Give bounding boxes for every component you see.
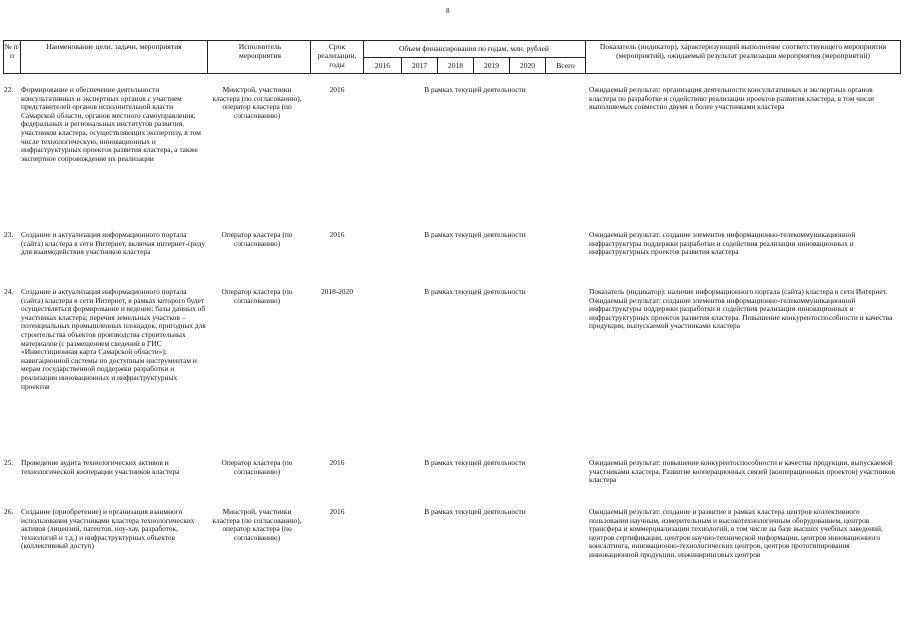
years-top-line (363, 57, 585, 58)
row-name: Формирование и обеспечение деятельности консультативных и экспертных органов с участием представителей органов исполнительной власти Самарской области, органов местного самоуправления, федеральных и региональных институтов развития, участников кластера, осуществляющих экспертизу, в том числе технологическую, инновационных и инфраструктурных проектов развития кластера, а также экспертное сопровождение их реализации (21, 85, 201, 163)
row-term: 2016 (329, 458, 345, 467)
row-name: Создание и актуализация информационного портала (сайта) кластера в сети Интернет, в рамках которого будет осуществляться формирование и ведение: базы данных об участниках кластера; перечня земельных участков – потенциальных промышленных площадок, пригодных для строительства объектов производства строительных материалов (с размещением сведений в ГИС «Инвестиционная карта Самарской области»); навигационной системы по доступным инструментам и мерам государственной поддержки разработки и реализации инновационных и инфраструктурных проектов (21, 287, 206, 391)
border-right (900, 40, 901, 74)
header-funding: Объем финансирования по годам, млн. рублей (399, 44, 549, 53)
row-term: 2016 (329, 507, 345, 516)
row-executor: Оператор кластера (по согласованию) (221, 287, 293, 305)
row-number: 26. (4, 507, 14, 516)
header-top-line (3, 40, 901, 41)
row-indicator: Ожидаемый результат: создание и развитие в рамках кластера центров коллективного пользования научным, измерительным и высокотехнологичным оборудованием, центров трансфера и коммерциализации технологий, в том числе на базе высших учебных заведений, центров сертификации, центров научно-технической информации, центров инновационного консалтинга, инновационно-технологических центров, центров прототипирования инновационной продукции, инжиниринговых центров (589, 507, 883, 559)
header-term: Срок реализации, годы (317, 42, 357, 69)
year-total: Всего (556, 61, 575, 70)
year-2020: 2020 (519, 61, 536, 70)
row-funding: В рамках текущей деятельности (424, 85, 526, 94)
row-term: 2016 (329, 230, 345, 239)
row-executor: Минстрой, участники кластера (по согласованию), оператор кластера (по согласованию) (212, 507, 302, 542)
col-divider-indicator (585, 40, 586, 74)
row-funding: В рамках текущей деятельности (424, 287, 526, 296)
col-divider-executor (310, 40, 311, 74)
row-term: 2018-2020 (320, 287, 354, 296)
row-executor: Оператор кластера (по согласованию) (221, 458, 293, 476)
row-executor: Оператор кластера (по согласованию) (221, 230, 293, 248)
row-number: 23. (4, 230, 14, 239)
row-funding: В рамках текущей деятельности (424, 507, 526, 516)
row-indicator: Показатель (индикатор): наличие информационного портала (сайта) кластера в сети Интернет. Ожидаемый результат: создание элементов информационно-телекоммуникационной инфраструктуры поддержки разработки и содействия реализации инновационных и инфраструктурных проектов развития кластера. Повышение конкурентоспособности и качества продукции, выпускаемой участниками кластера (589, 287, 893, 331)
page-number: 8 (446, 7, 450, 15)
row-number: 24. (4, 287, 14, 296)
row-term: 2016 (329, 85, 345, 94)
col-divider-no (20, 40, 21, 74)
year-2018: 2018 (447, 61, 464, 70)
row-indicator: Ожидаемый результат: повышение конкурентоспособности и качества продукции, выпускаемой участниками кластера. Развитие кооперационных связей (кооперационных проектов) участников кластера (589, 458, 896, 485)
row-funding: В рамках текущей деятельности (424, 230, 526, 239)
year-2017: 2017 (411, 61, 428, 70)
row-funding: В рамках текущей деятельности (424, 458, 526, 467)
row-indicator: Ожидаемый результат: организация деятельности консультативных и экспертных органов кластера по разработке и содействию реализации проектов развития кластера, в том числе выполняемых совместно двумя и более участниками кластера (589, 85, 875, 112)
row-name: Создание и актуализация информационного портала (сайта) кластера в сети Интернет, включая интернет-среду для взаимодействия участников кластера (21, 230, 206, 257)
row-number: 25. (4, 458, 14, 467)
row-name: Создание (приобретение) и организация взаимного использования участниками кластера технологических активов (лицензий, патентов, ноу-хау, разработок, технологий и т.д.) и инфраструктурных объектов (коллективный доступ) (21, 507, 195, 551)
year-2019: 2019 (483, 61, 500, 70)
year-2016: 2016 (374, 61, 391, 70)
header-name: Наименование цели, задачи, мероприятия (46, 42, 182, 51)
row-number: 22. (4, 85, 14, 94)
row-name: Проведение аудита технологических активов и технологической кооперации участников кластера (21, 458, 180, 476)
col-divider-name (207, 40, 208, 74)
header-executor: Исполнитель мероприятия (238, 42, 282, 60)
row-indicator: Ожидаемый результат: создание элементов информационно-телекоммуникационной инфраструктуры поддержки разработки и содействия реализации инновационных и инфраструктурных проектов развития кластера (589, 230, 856, 257)
header-indicator: Показатель (индикатор), характеризующий выполнение соответствующего мероприятия (мероприятий), ожидаемый результат реализации мероприятия (мероприятий) (599, 42, 887, 60)
header-bottom-line (3, 73, 901, 74)
header-no: № п/п (4, 42, 20, 60)
row-executor: Минстрой, участники кластера (по согласованию), оператор кластера (по согласованию) (212, 85, 302, 120)
